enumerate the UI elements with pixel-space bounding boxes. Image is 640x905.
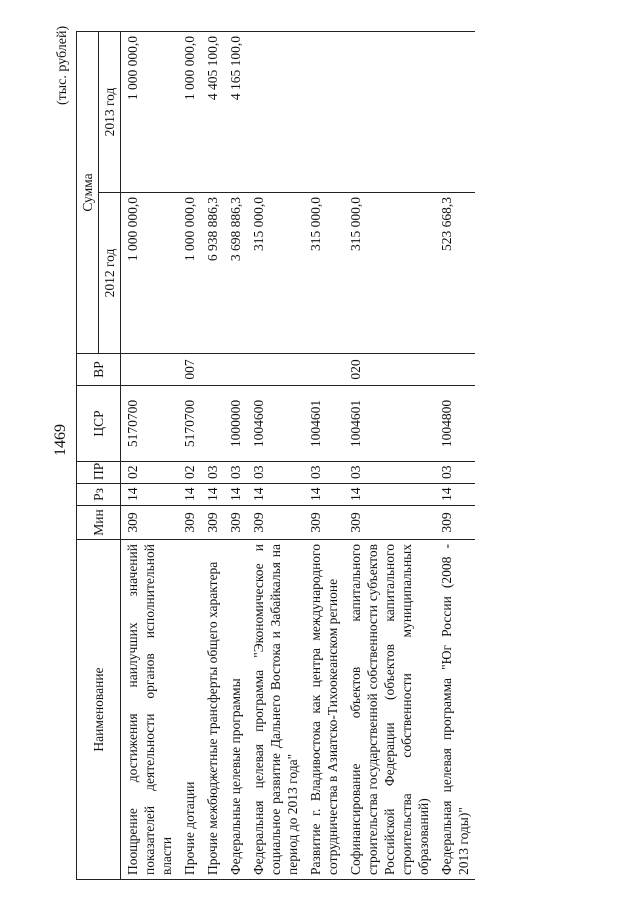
header-vr: ВР: [77, 354, 121, 386]
table-row: [344, 31, 435, 879]
row-amount-2013: [304, 31, 344, 192]
row-csr: 1004601: [344, 386, 435, 462]
table-body: [121, 31, 476, 879]
row-min: 309: [201, 506, 224, 540]
row-amount-2013: [247, 31, 304, 192]
row-rz: 14: [201, 484, 224, 506]
row-pr: 02: [121, 462, 179, 484]
header-min: Мин: [77, 506, 121, 540]
row-rz: 14: [435, 484, 475, 506]
row-pr: 03: [201, 462, 224, 484]
header-rz: Рз: [77, 484, 121, 506]
row-name: Прочие дотации: [178, 540, 201, 880]
row-amount-2012: 3 698 886,3: [224, 193, 247, 354]
row-csr: [201, 386, 224, 462]
row-csr: 1004601: [304, 386, 344, 462]
row-vr: [121, 354, 179, 386]
table-row: [435, 31, 475, 879]
units-note: (тыс. рублей): [55, 25, 70, 105]
header-year-2013: 2013 год: [99, 31, 121, 192]
row-amount-2012: 1 000 000,0: [121, 193, 179, 354]
row-pr: 03: [304, 462, 344, 484]
row-amount-2012: 523 668,3: [435, 193, 475, 354]
budget-table: [76, 31, 475, 880]
row-min: 309: [178, 506, 201, 540]
row-vr: [201, 354, 224, 386]
row-amount-2013: 4 165 100,0: [224, 31, 247, 192]
row-vr: [224, 354, 247, 386]
row-rz: 14: [178, 484, 201, 506]
row-csr: 5170700: [121, 386, 179, 462]
header-sum: Сумма: [77, 31, 99, 353]
row-name: Поощрение достижения наилучших значений показателей деятельности органов исполнительной власти: [121, 540, 179, 880]
table-row: [224, 31, 247, 879]
row-vr: [247, 354, 304, 386]
table-row: [247, 31, 304, 879]
row-name: Федеральная целевая программа "Экономическое и социальное развитие Дальнего Востока и Забайкалья на период до 2013 года": [247, 540, 304, 880]
row-pr: 03: [344, 462, 435, 484]
row-vr: [435, 354, 475, 386]
row-min: 309: [121, 506, 179, 540]
header-csr: ЦСР: [77, 386, 121, 462]
row-min: 309: [435, 506, 475, 540]
header-year-2012: 2012 год: [99, 193, 121, 354]
row-vr: 020: [344, 354, 435, 386]
table-row: [201, 31, 224, 879]
row-name: Софинансирование объектов капитального строительства государственной собственности субъектов Российской Федерации (объектов капитального строительства собственности муниципальных образований): [344, 540, 435, 880]
row-csr: 1004800: [435, 386, 475, 462]
page-number: 1469: [52, 424, 69, 456]
table-row: [304, 31, 344, 879]
row-amount-2013: [344, 31, 435, 192]
row-min: 309: [344, 506, 435, 540]
row-name: Прочие межбюджетные трансферты общего характера: [201, 540, 224, 880]
row-min: 309: [224, 506, 247, 540]
row-min: 309: [304, 506, 344, 540]
row-amount-2012: 6 938 886,3: [201, 193, 224, 354]
row-pr: 03: [435, 462, 475, 484]
row-pr: 02: [178, 462, 201, 484]
row-min: 309: [247, 506, 304, 540]
row-amount-2013: 4 405 100,0: [201, 31, 224, 192]
row-csr: 1004600: [247, 386, 304, 462]
row-amount-2013: 1 000 000,0: [178, 31, 201, 192]
row-amount-2012: 315 000,0: [247, 193, 304, 354]
row-name: Федеральные целевые программы: [224, 540, 247, 880]
row-csr: 1000000: [224, 386, 247, 462]
row-amount-2013: 1 000 000,0: [121, 31, 179, 192]
row-amount-2012: 315 000,0: [304, 193, 344, 354]
row-rz: 14: [247, 484, 304, 506]
table-row: [121, 31, 179, 879]
row-rz: 14: [344, 484, 435, 506]
table-header: [77, 31, 121, 879]
row-amount-2012: 315 000,0: [344, 193, 435, 354]
row-amount-2013: [435, 31, 475, 192]
row-pr: 03: [224, 462, 247, 484]
row-csr: 5170700: [178, 386, 201, 462]
row-rz: 14: [304, 484, 344, 506]
row-name: Федеральная целевая программа "Юг России (2008 - 2013 годы)": [435, 540, 475, 880]
row-pr: 03: [247, 462, 304, 484]
row-vr: [304, 354, 344, 386]
table-row: [178, 31, 201, 879]
header-pr: ПР: [77, 462, 121, 484]
row-rz: 14: [121, 484, 179, 506]
row-name: Развитие г. Владивостока как центра международного сотрудничества в Азиатско-Тихоокеанском регионе: [304, 540, 344, 880]
row-amount-2012: 1 000 000,0: [178, 193, 201, 354]
header-name: Наименование: [77, 540, 121, 880]
row-rz: 14: [224, 484, 247, 506]
row-vr: 007: [178, 354, 201, 386]
